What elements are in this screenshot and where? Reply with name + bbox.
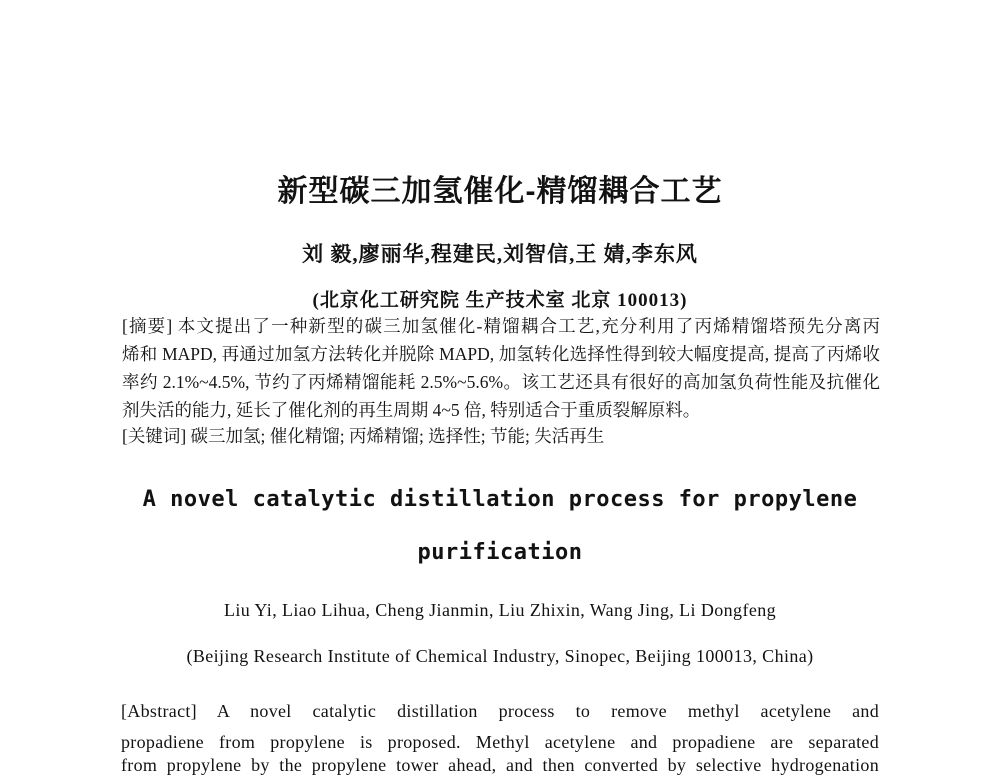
chinese-abstract-line: 烯和 MAPD, 再通过加氢方法转化并脱除 MAPD, 加氢转化选择性得到较大幅度提高, 提高了丙烯收 <box>122 344 880 364</box>
english-abstract-line: propadiene from propylene is proposed. Methyl acetylene and propadiene are separated <box>121 732 879 752</box>
chinese-keywords: [关键词] 碳三加氢; 催化精馏; 丙烯精馏; 选择性; 节能; 失活再生 <box>122 426 605 446</box>
english-title-line: A novel catalytic distillation process for propylene <box>142 487 858 512</box>
chinese-affiliation: (北京化工研究院 生产技术室 北京 100013) <box>312 290 688 311</box>
chinese-abstract-line: 剂失活的能力, 延长了催化剂的再生周期 4~5 倍, 特别适合于重质裂解原料。 <box>122 400 701 420</box>
english-abstract-line-clipped: from propylene by the propylene tower ahead, and then converted by selective hydrogenation <box>121 755 879 775</box>
chinese-abstract-line: [摘要] 本文提出了一种新型的碳三加氢催化-精馏耦合工艺,充分利用了丙烯精馏塔预先分离丙 <box>122 316 880 336</box>
english-authors: Liu Yi, Liao Lihua, Cheng Jianmin, Liu Zhixin, Wang Jing, Li Dongfeng <box>223 600 777 620</box>
chinese-authors: 刘 毅,廖丽华,程建民,刘智信,王 婧,李东风 <box>302 242 698 266</box>
chinese-abstract-line: 率约 2.1%~4.5%, 节约了丙烯精馏能耗 2.5%~5.6%。该工艺还具有很好的高加氢负荷性能及抗催化 <box>122 372 880 392</box>
english-title-line: purification <box>417 540 583 565</box>
english-affiliation: (Beijing Research Institute of Chemical Industry, Sinopec, Beijing 100013, China) <box>186 646 814 666</box>
english-abstract-line: [Abstract] A novel catalytic distillation process to remove methyl acetylene and <box>121 701 879 721</box>
chinese-title: 新型碳三加氢催化-精馏耦合工艺 <box>277 175 723 208</box>
